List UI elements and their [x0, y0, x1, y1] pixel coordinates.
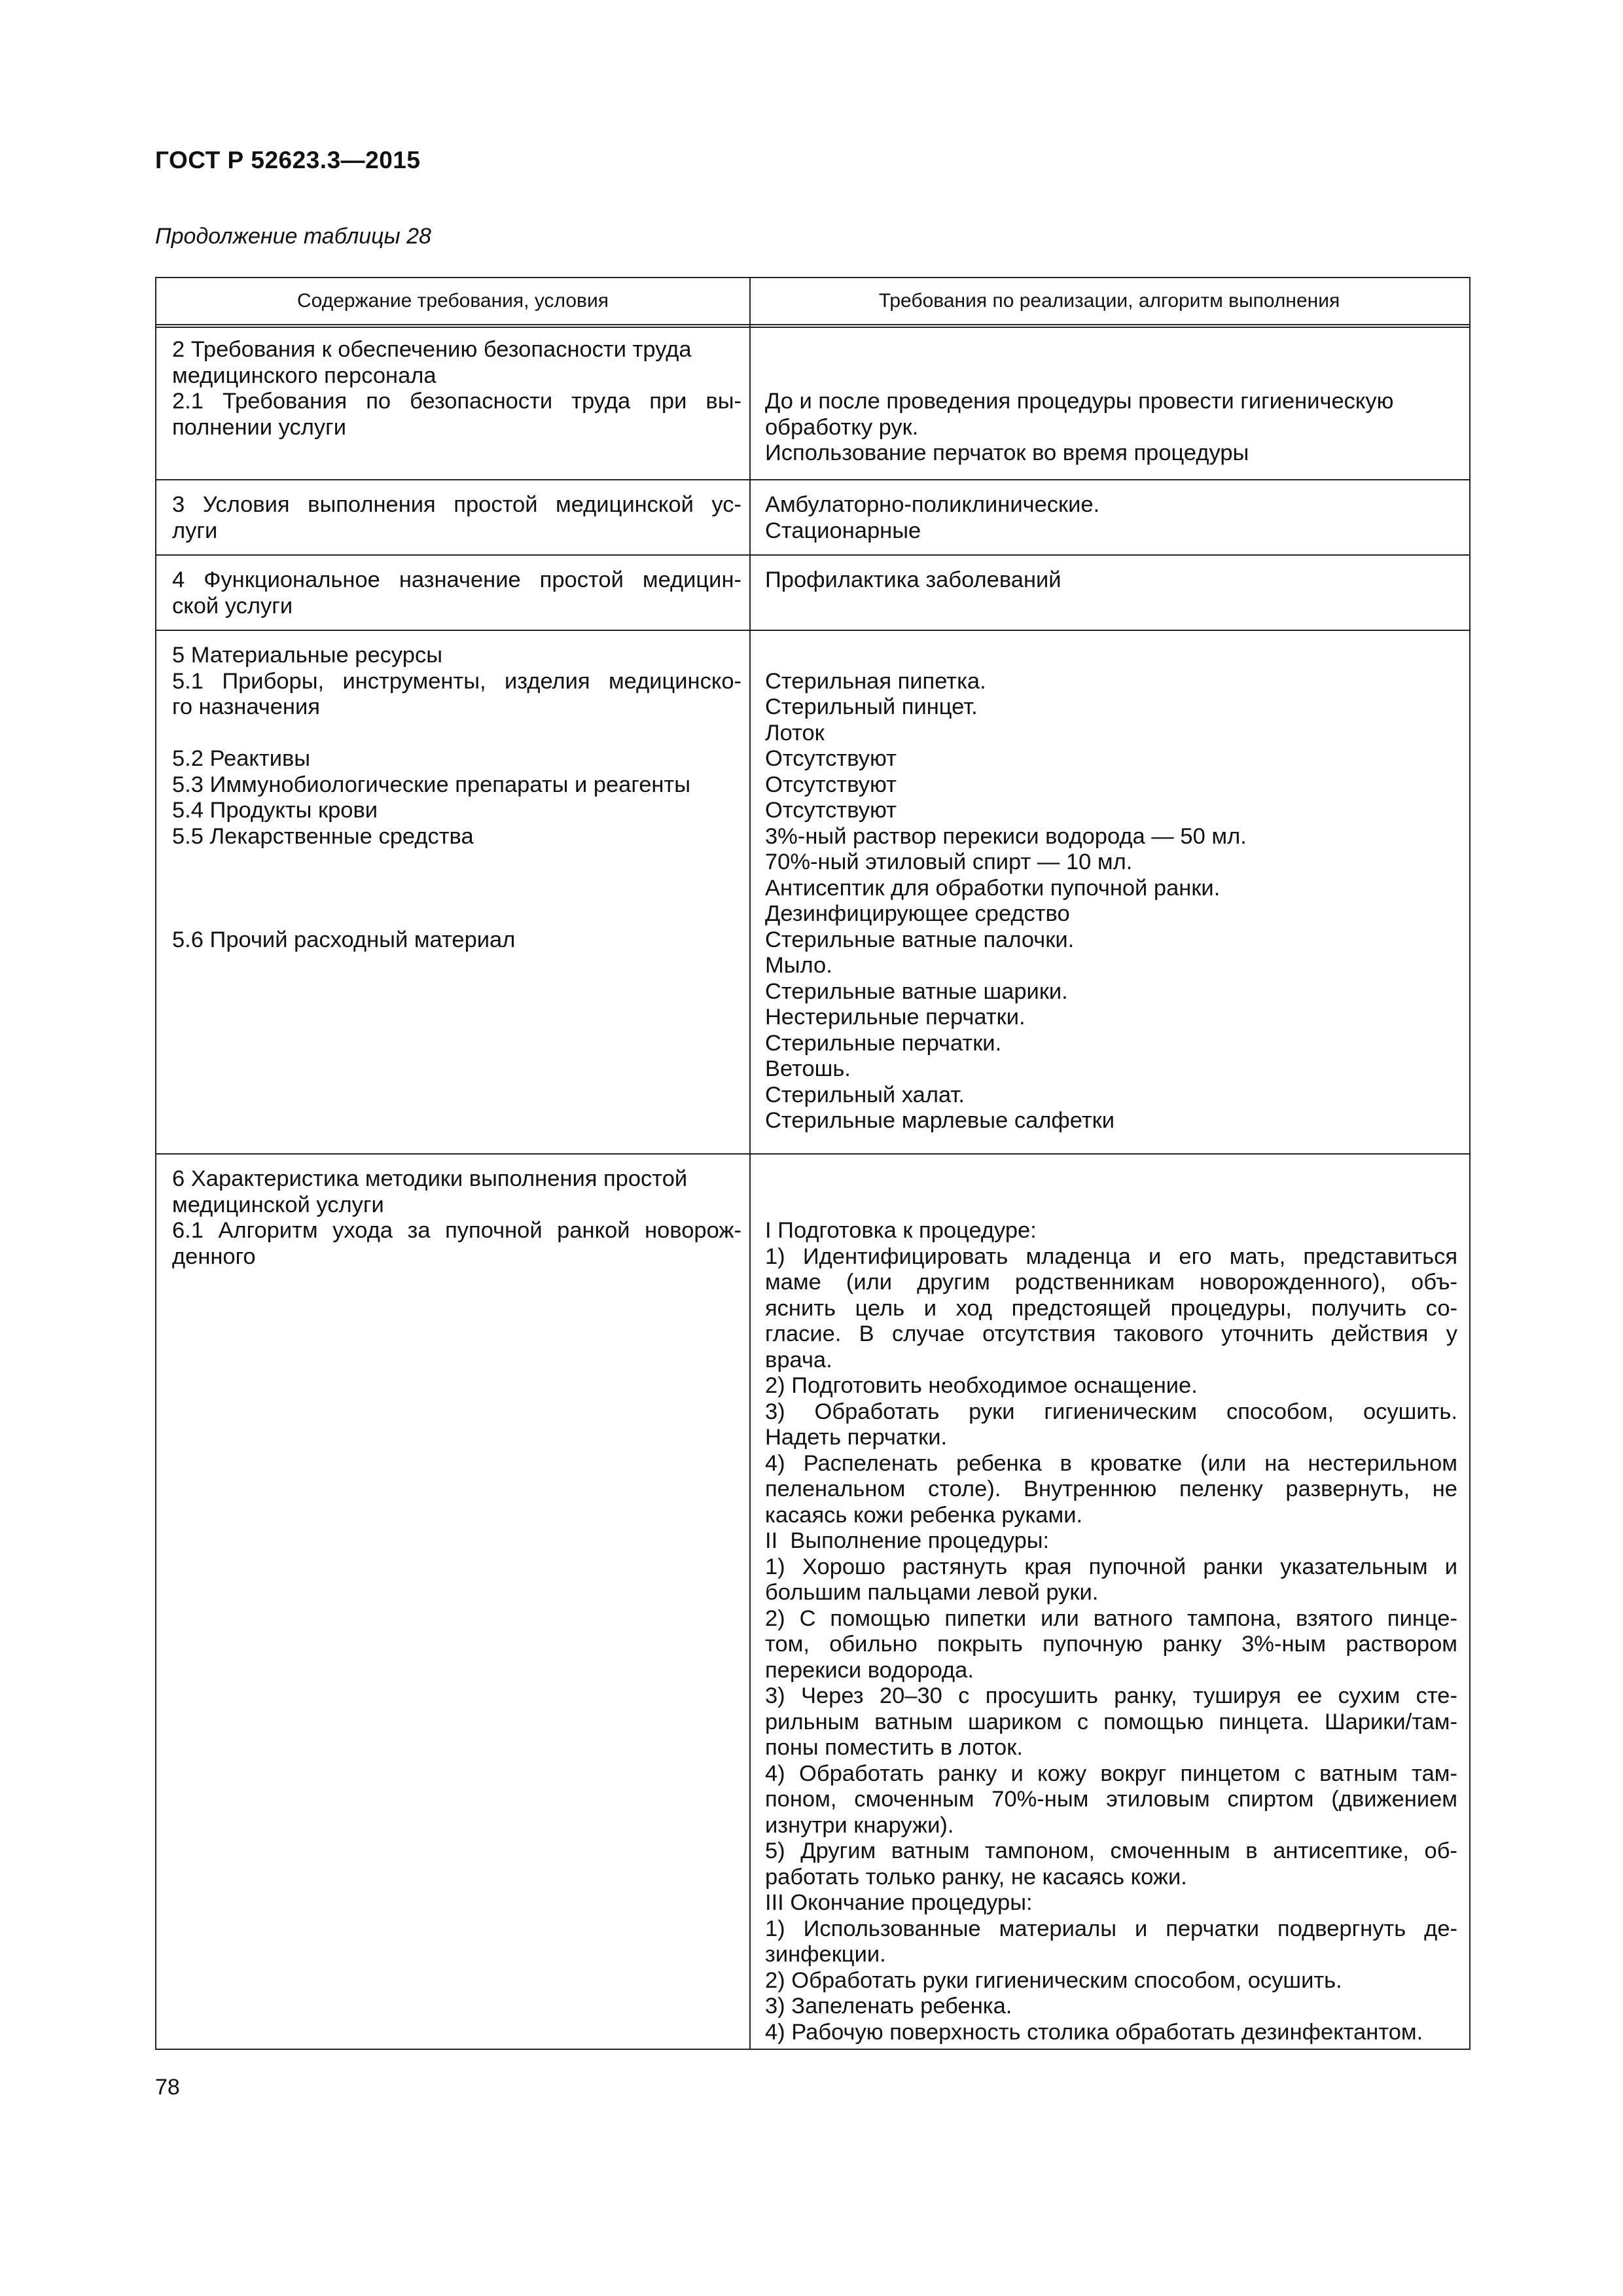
text-line: яснить цель и ход предстоящей процедуры, получить со-	[765, 1295, 1457, 1321]
text-line: 2) Обработать руки гигиеническим способом, осушить.	[765, 1967, 1342, 1993]
text-line: Надеть перчатки.	[765, 1425, 948, 1450]
text-line: гласие. В случае отсутствия такового уточнить действия у	[765, 1321, 1457, 1346]
text-line: 2) Подготовить необходимое оснащение.	[765, 1373, 1198, 1398]
text-line: поном, смоченным 70%-ным этиловым спиртом (движением	[765, 1787, 1457, 1812]
text-line: ской услуги	[172, 593, 293, 619]
text-line: Ветошь.	[765, 1056, 851, 1081]
text-line: I Подготовка к процедуре:	[765, 1218, 1037, 1243]
text-line: 5) Другим ватным тампоном, смоченным в антисептике, об-	[765, 1839, 1457, 1863]
text-line: касаясь кожи ребенка руками.	[765, 1502, 1083, 1528]
text-line: 4 Функциональное назначение простой медицин-	[172, 567, 741, 592]
text-line: перекиси водорода.	[765, 1657, 974, 1683]
text-line: Мыло.	[765, 953, 832, 978]
text-line: Антисептик для обработки пупочной ранки.	[765, 875, 1221, 901]
text-line: II Выполнение процедуры:	[765, 1528, 1050, 1553]
text-line: Отсутствуют	[765, 772, 897, 797]
text-line: 5.4 Продукты крови	[172, 798, 378, 823]
text-line: Стерильный халат.	[765, 1082, 965, 1107]
text-line: 3) Запеленать ребенка.	[765, 1994, 1012, 2018]
text-line: рильным ватным шариком с помощью пинцета. Шарики/там-	[765, 1709, 1457, 1734]
text-line	[172, 721, 741, 747]
text-line: зинфекции.	[765, 1942, 886, 1967]
row-1-implementation	[765, 337, 1457, 467]
text-line	[172, 901, 741, 927]
text-line: 4) Обработать ранку и кожу вокруг пинцетом с ватным там-	[765, 1761, 1457, 1786]
text-line	[765, 1166, 1457, 1193]
row-1-requirement	[172, 337, 741, 440]
row-separator	[156, 554, 1469, 556]
row-separator	[156, 1153, 1469, 1155]
text-line: Стационарные	[765, 518, 921, 543]
text-line: 2.1 Требования по безопасности труда при вы-	[172, 389, 741, 414]
text-line: полнении услуги	[172, 414, 347, 440]
text-line: III Окончание процедуры:	[765, 1890, 1033, 1915]
row-separator	[156, 479, 1469, 480]
text-line: Дезинфицирующее средство	[765, 901, 1070, 926]
row-4-requirement	[172, 643, 741, 953]
text-line	[765, 337, 1457, 363]
text-line: Лоток	[765, 720, 825, 745]
text-line: 2 Требования к обеспечению безопасности труда	[172, 337, 692, 362]
text-line	[765, 363, 1457, 389]
row-4-implementation	[765, 643, 1457, 1134]
text-line: большим пальцами левой руки.	[765, 1580, 1099, 1605]
text-line: том, обильно покрыть пупочную ранку 3%-ным раствором	[765, 1632, 1457, 1657]
text-line	[765, 643, 1457, 669]
document-code: ГОСТ Р 52623.3—2015	[155, 147, 421, 173]
text-line: Нестерильные перчатки.	[765, 1005, 1026, 1030]
text-line: 5.1 Приборы, инструменты, изделия медицинско-	[172, 668, 741, 694]
text-line: Использование перчаток во время процедуры	[765, 440, 1249, 465]
text-line: 5.5 Лекарственные средства	[172, 823, 474, 849]
text-line: 70%-ный этиловый спирт — 10 мл.	[765, 850, 1133, 874]
text-line: До и после проведения процедуры провести гигиеническую	[765, 389, 1394, 414]
text-line: Стерильный пинцет.	[765, 694, 978, 719]
text-line: 5 Материальные ресурсы	[172, 643, 443, 668]
text-line: 3) Через 20–30 с просушить ранку, тушируя ее сухим сте-	[765, 1683, 1457, 1708]
requirements-table	[155, 277, 1471, 2050]
header-separator	[156, 324, 1469, 328]
text-line: луги	[172, 518, 218, 543]
text-line: 1) Идентифицировать младенца и его мать, представиться	[765, 1244, 1457, 1269]
text-line: Стерильная пипетка.	[765, 668, 986, 694]
text-line	[172, 850, 741, 876]
text-line: обработку рук.	[765, 414, 919, 440]
text-line: врача.	[765, 1347, 832, 1372]
text-line: 2) С помощью пипетки или ватного тампона, взятого пинце-	[765, 1605, 1457, 1631]
text-line: Стерильные ватные шарики.	[765, 978, 1068, 1004]
text-line: 6 Характеристика методики выполнения простой	[172, 1166, 688, 1191]
text-line: 4) Распеленать ребенка в кроватке (или на нестерильном	[765, 1450, 1457, 1476]
row-3-requirement	[172, 567, 741, 619]
text-line: Профилактика заболеваний	[765, 567, 1061, 592]
row-5-implementation	[765, 1166, 1457, 2045]
text-line: изнутри кнаружи).	[765, 1812, 954, 1838]
text-line: 1) Хорошо растянуть края пупочной ранки указательным и	[765, 1554, 1457, 1579]
row-3-implementation	[765, 567, 1457, 594]
text-line: 5.6 Прочий расходный материал	[172, 927, 516, 952]
row-2-implementation	[765, 492, 1457, 544]
text-line: 3) Обработать руки гигиеническим способом, осушить.	[765, 1399, 1457, 1424]
text-line: медицинского персонала	[172, 363, 437, 388]
text-line: маме (или другим родственникам новорожденного), объ-	[765, 1270, 1457, 1295]
row-2-requirement	[172, 492, 741, 544]
text-line: Отсутствуют	[765, 798, 897, 823]
text-line: Стерильные перчатки.	[765, 1030, 1002, 1056]
text-line: Стерильные марлевые салфетки	[765, 1108, 1115, 1133]
text-line: пеленальном столе). Внутреннюю пеленку развернуть, не	[765, 1477, 1457, 1501]
text-line: 4) Рабочую поверхность столика обработать дезинфектантом.	[765, 2019, 1423, 2045]
text-line: денного	[172, 1244, 256, 1269]
text-line: Отсутствуют	[765, 746, 897, 771]
text-line: медицинской услуги	[172, 1192, 384, 1217]
text-line: Стерильные ватные палочки.	[765, 927, 1075, 952]
text-line: 5.3 Иммунобиологические препараты и реагенты	[172, 772, 691, 797]
text-line: Амбулаторно-поликлинические.	[765, 492, 1100, 517]
table-caption: Продолжение таблицы 28	[155, 224, 431, 249]
page-number: 78	[155, 2075, 180, 2100]
text-line: 1) Использованные материалы и перчатки подвергнуть де-	[765, 1916, 1457, 1941]
text-line: 3%-ный раствор перекиси водорода — 50 мл.	[765, 823, 1247, 849]
text-line: го назначения	[172, 694, 320, 719]
column-divider	[749, 278, 751, 2049]
row-5-requirement	[172, 1166, 741, 1270]
text-line	[765, 1193, 1457, 1219]
row-separator	[156, 630, 1469, 631]
column-header-left: Содержание требования, условия	[297, 290, 609, 312]
text-line: поны поместить в лоток.	[765, 1735, 1023, 1760]
text-line: работать только ранку, не касаясь кожи.	[765, 1864, 1187, 1890]
text-line: 6.1 Алгоритм ухода за пупочной ранкой новорож-	[172, 1218, 741, 1243]
column-header-right: Требования по реализации, алгоритм выполнения	[878, 290, 1340, 312]
text-line: 5.2 Реактивы	[172, 746, 311, 771]
text-line: 3 Условия выполнения простой медицинской ус-	[172, 492, 741, 517]
text-line	[172, 876, 741, 902]
